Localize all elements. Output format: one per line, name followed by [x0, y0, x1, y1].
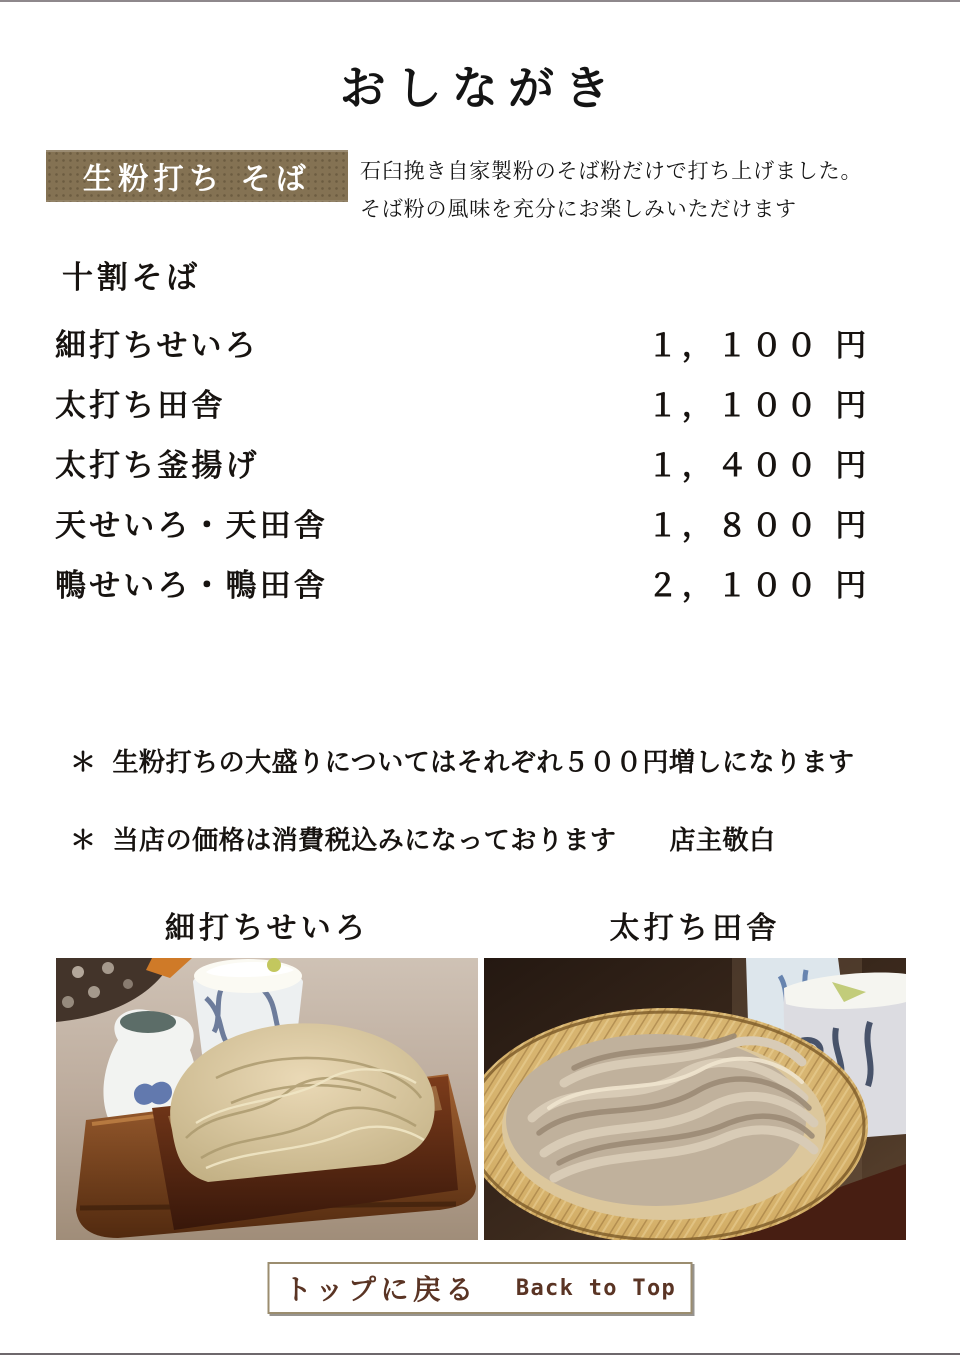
section-description-line2: そば粉の風味を充分にお楽しみいただけます	[360, 197, 797, 221]
note-extra-charge	[70, 742, 900, 779]
menu-item-price: ２，１００ 円	[647, 567, 870, 604]
note-tax-included	[70, 820, 900, 857]
note-marker: ＊	[70, 748, 97, 778]
section-description	[360, 152, 905, 228]
menu-item-row	[55, 552, 870, 612]
menu-item-row	[55, 312, 870, 372]
menu-item-price: １，１００ 円	[647, 327, 870, 364]
back-to-top-label-jp: トップに戻る	[283, 1273, 478, 1306]
menu-item-price: １，４００ 円	[647, 447, 870, 484]
top-edge-line	[0, 0, 960, 2]
note-text: 生粉打ちの大盛りについてはそれぞれ５００円増しになります	[112, 748, 855, 778]
menu-item-row	[55, 372, 870, 432]
note-marker: ＊	[70, 826, 97, 856]
photo-hosouchi-illustration	[56, 958, 478, 1240]
menu-item-price: １，８００ 円	[647, 507, 870, 544]
photo-caption-hosouchi: 細打ちせいろ	[164, 911, 370, 946]
photo-futouchi-inaka	[484, 958, 906, 1240]
menu-item-name: 太打ち田舎	[55, 387, 226, 424]
back-to-top-label-en: Back to Top	[515, 1275, 677, 1301]
menu-group-title: 十割そば	[62, 260, 201, 296]
section-banner	[46, 150, 348, 202]
photo-futouchi-illustration	[484, 958, 906, 1240]
menu-item-name: 鴨せいろ・鴨田舎	[55, 567, 328, 604]
page-title: おしながき	[339, 61, 621, 115]
menu-item-name: 天せいろ・天田舎	[55, 507, 328, 544]
menu-item-row	[55, 492, 870, 552]
section-banner-label: 生粉打ち そば	[82, 162, 312, 197]
section-description-line1: 石臼挽き自家製粉のそば粉だけで打ち上げました。	[360, 159, 863, 183]
bottom-edge-line	[0, 1353, 960, 1355]
photo-hosouchi-seiro	[56, 958, 478, 1240]
photo-caption-futouchi: 太打ち田舎	[609, 911, 781, 946]
note-text: 当店の価格は消費税込みになっております 店主敬白	[112, 826, 776, 856]
menu-item-price: １，１００ 円	[647, 387, 870, 424]
menu-item-name: 細打ちせいろ	[55, 327, 259, 364]
back-to-top-button[interactable]	[268, 1262, 693, 1314]
menu-item-row	[55, 432, 870, 492]
menu-item-name: 太打ち釜揚げ	[55, 447, 260, 484]
